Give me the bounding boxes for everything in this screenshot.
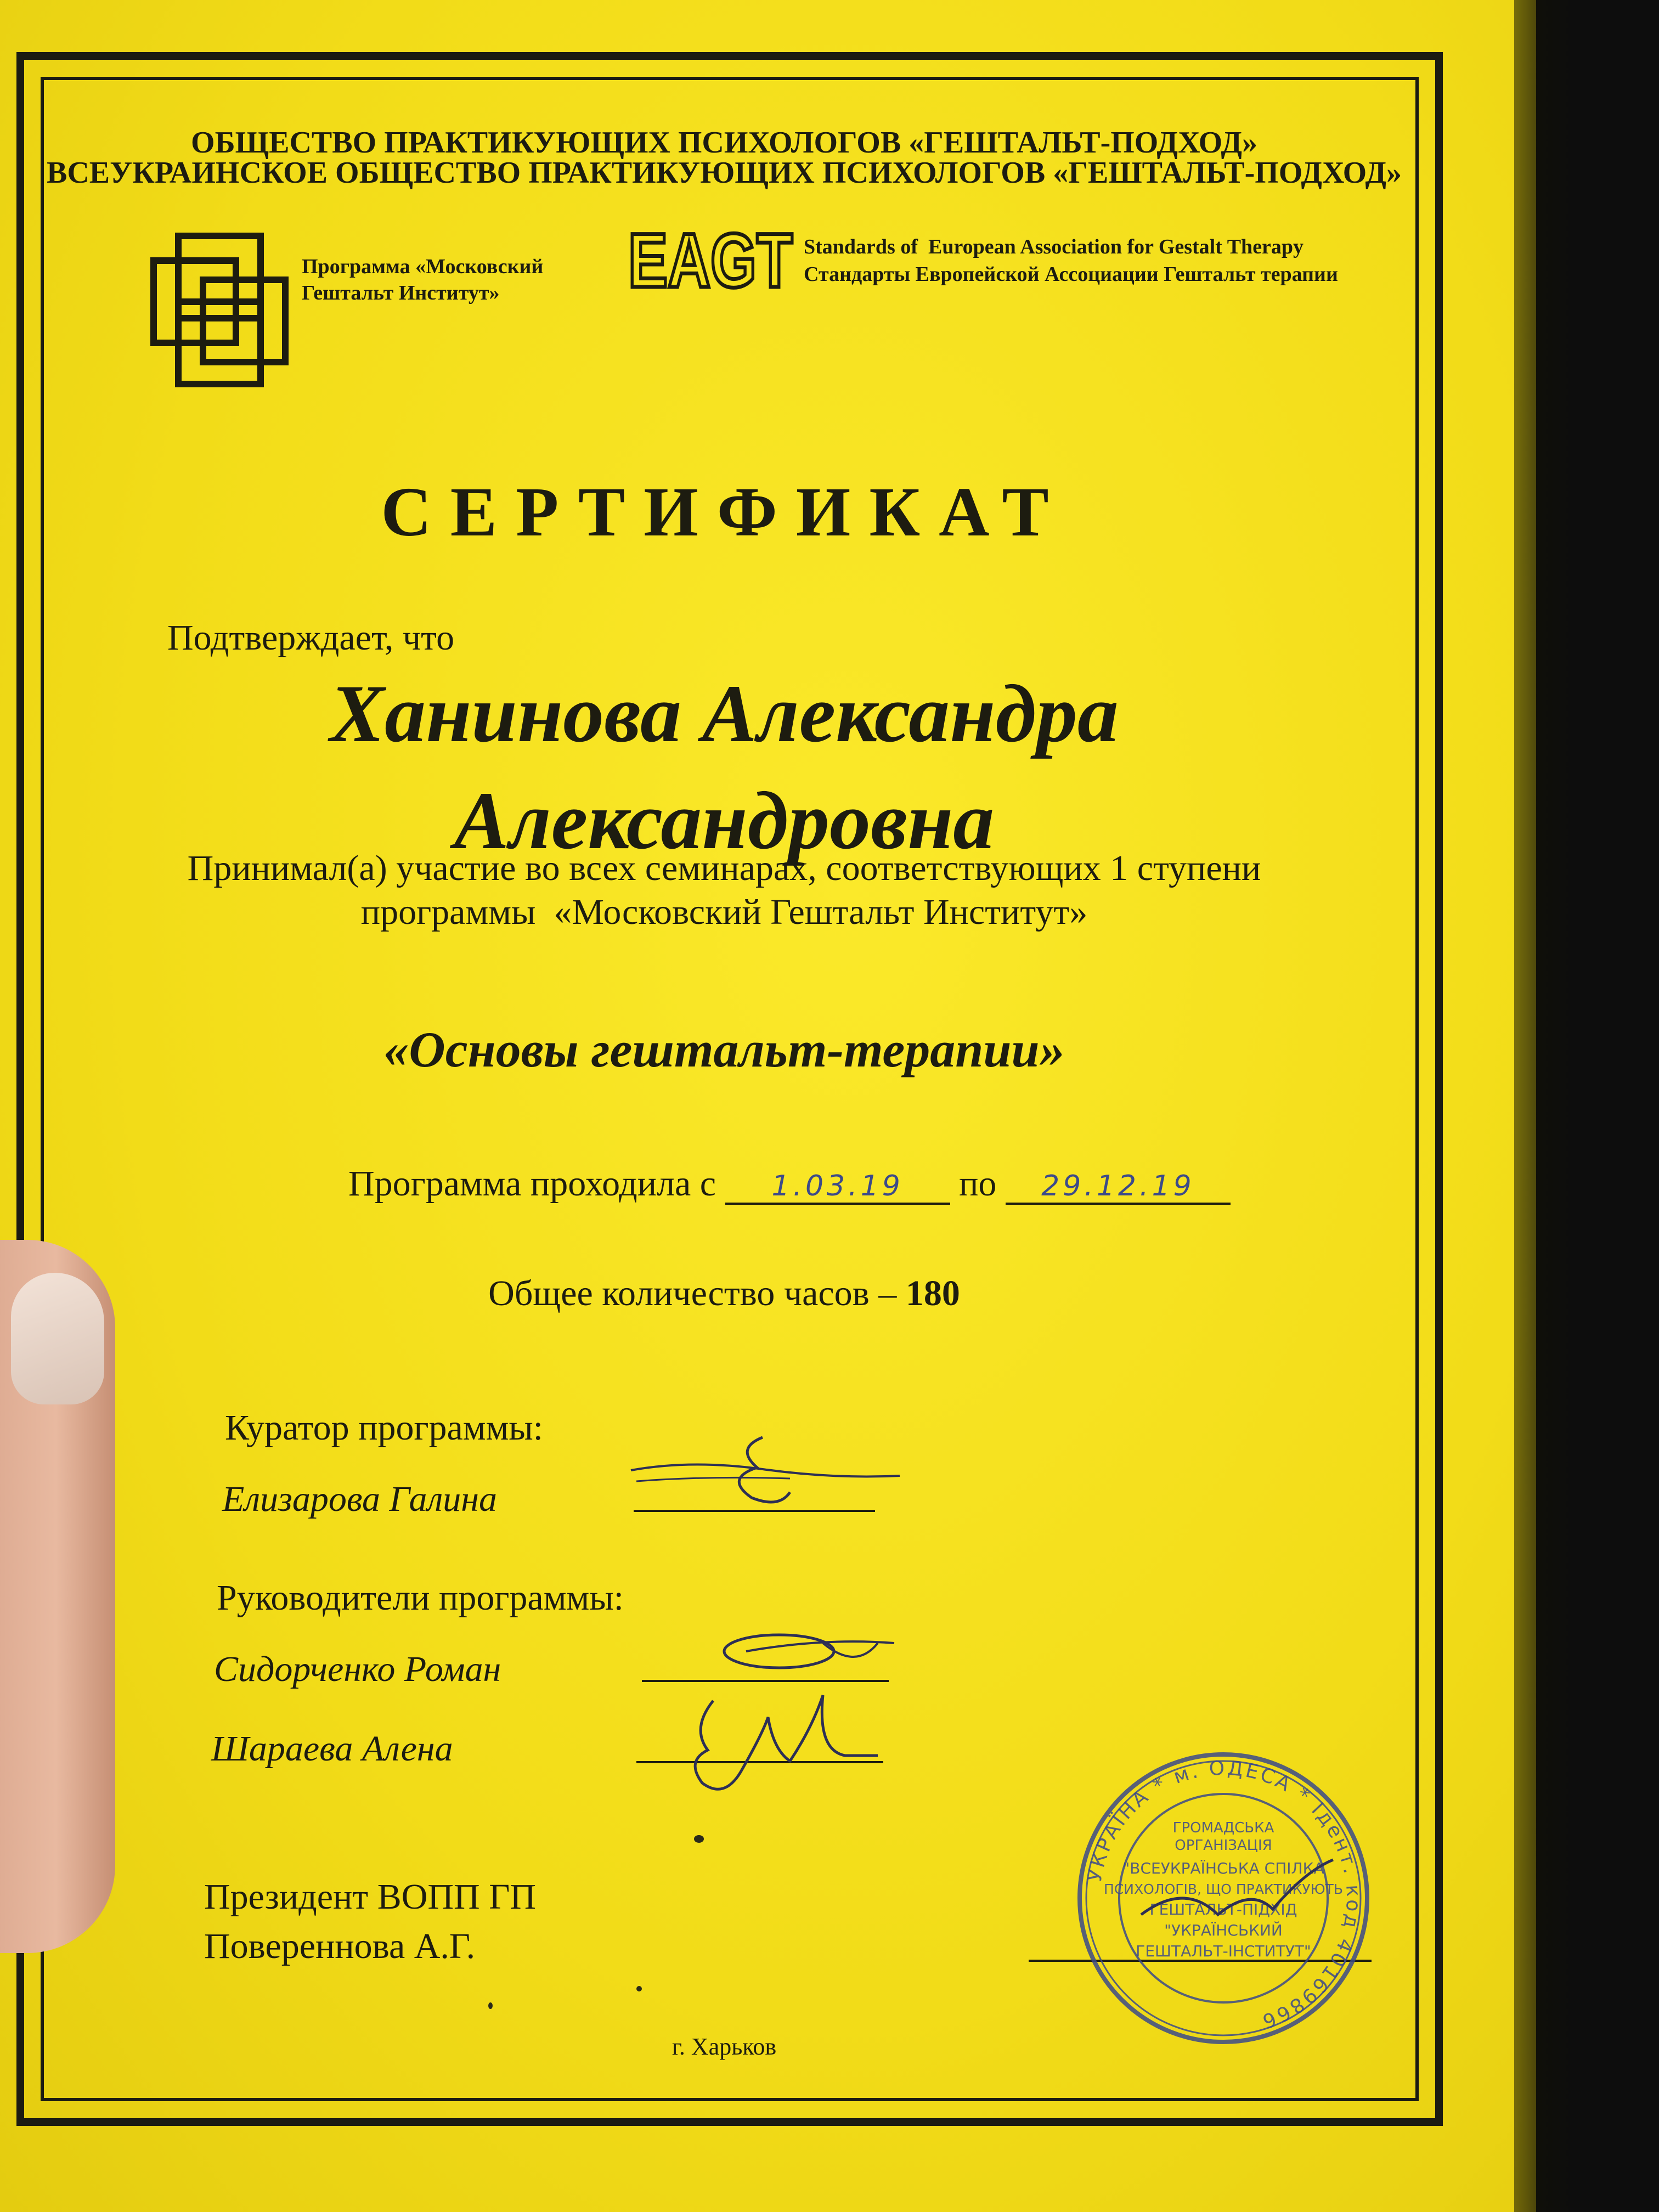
certificate-title: СЕРТИФИКАТ — [381, 473, 1068, 551]
program-dates — [348, 1163, 1231, 1205]
leader-2-signature — [680, 1684, 889, 1805]
course-title: «Основы гештальт-терапии» — [383, 1022, 1065, 1077]
stamp-line-1: ГРОМАДСЬКА — [1172, 1820, 1274, 1836]
leaders-label: Руководители программы: — [217, 1578, 624, 1618]
city-label: г. Харьков — [672, 2033, 777, 2060]
program-logo-caption — [302, 253, 609, 306]
organization-stamp — [1075, 1750, 1372, 2046]
thumb-nail — [11, 1273, 104, 1404]
leader-1-name: Сидорченко Роман — [214, 1649, 501, 1689]
eagt-logo-text: EAGT — [628, 217, 793, 303]
curator-signature — [625, 1426, 911, 1520]
ink-speck — [488, 2002, 493, 2009]
stamp-line-6: "УКРАЇНСЬКИЙ — [1164, 1921, 1283, 1939]
program-squares-icon — [148, 230, 296, 390]
participation-line-1: Принимал(а) участие во всех семинарах, соответствующих 1 ступени — [187, 848, 1261, 888]
program-caption-line-2: Гештальт Институт» — [302, 281, 500, 304]
total-hours — [0, 1273, 1448, 1314]
president-name: Повереннова А.Г. — [204, 1926, 476, 1966]
eagt-caption-line-1: Standards of European Association for Gestalt Therapy — [804, 235, 1304, 258]
stamp-line-7: ГЕШТАЛЬТ-ІНСТИТУТ" — [1136, 1942, 1311, 1960]
hours-label: Общее количество часов – — [488, 1273, 897, 1313]
stamp-ring-text: УКРАЇНА * м. ОДЕСА * Ідент. код 40169866 — [1083, 1757, 1365, 2033]
curator-label: Куратор программы: — [225, 1408, 544, 1448]
stamp-line-5: ГЕШТАЛЬТ-ПІДХІД — [1149, 1900, 1297, 1918]
hours-value: 180 — [905, 1273, 960, 1313]
stamp-line-2: ОРГАНІЗАЦІЯ — [1175, 1837, 1272, 1854]
eagt-logo — [623, 217, 798, 303]
ink-speck — [694, 1835, 704, 1843]
org-line-2: ВСЕУКРАИНСКОЕ ОБЩЕСТВО ПРАКТИКУЮЩИХ ПСИХОЛОГОВ «ГЕШТАЛЬТ-ПОДХОД» — [47, 156, 1402, 190]
program-caption-line-1: Программа «Московский — [302, 255, 544, 278]
date-to-field: 29.12.19 — [1006, 1170, 1231, 1205]
dates-middle: по — [959, 1164, 997, 1204]
curator-name: Елизарова Галина — [222, 1479, 497, 1519]
recipient-name-line-1: Ханинова Александра — [330, 668, 1119, 759]
ink-speck — [636, 1986, 642, 1991]
date-from-field: 1.03.19 — [725, 1170, 950, 1205]
president-title: Президент ВОПП ГП — [204, 1877, 537, 1917]
leader-1-signature — [713, 1621, 922, 1687]
eagt-caption — [804, 233, 1435, 288]
stamp-line-3: "ВСЕУКРАЇНСЬКА СПІЛКА — [1122, 1859, 1324, 1877]
participation-line-2: программы «Московский Гештальт Институт» — [360, 892, 1088, 932]
org-line-1: ОБЩЕСТВО ПРАКТИКУЮЩИХ ПСИХОЛОГОВ «ГЕШТАЛЬТ-ПОДХОД» — [191, 126, 1257, 160]
leader-2-name: Шараева Алена — [211, 1729, 453, 1769]
dates-prefix: Программа проходила с — [348, 1164, 716, 1204]
confirms-text: Подтверждает, что — [167, 618, 455, 658]
recipient-name-line-2: Александровна — [454, 775, 995, 866]
stamp-line-4: ПСИХОЛОГІВ, ЩО ПРАКТИКУЮТЬ — [1104, 1881, 1343, 1897]
eagt-caption-line-2: Стандарты Европейской Ассоциации Гештальт терапии — [804, 263, 1338, 286]
background-shadow — [1514, 0, 1659, 2212]
